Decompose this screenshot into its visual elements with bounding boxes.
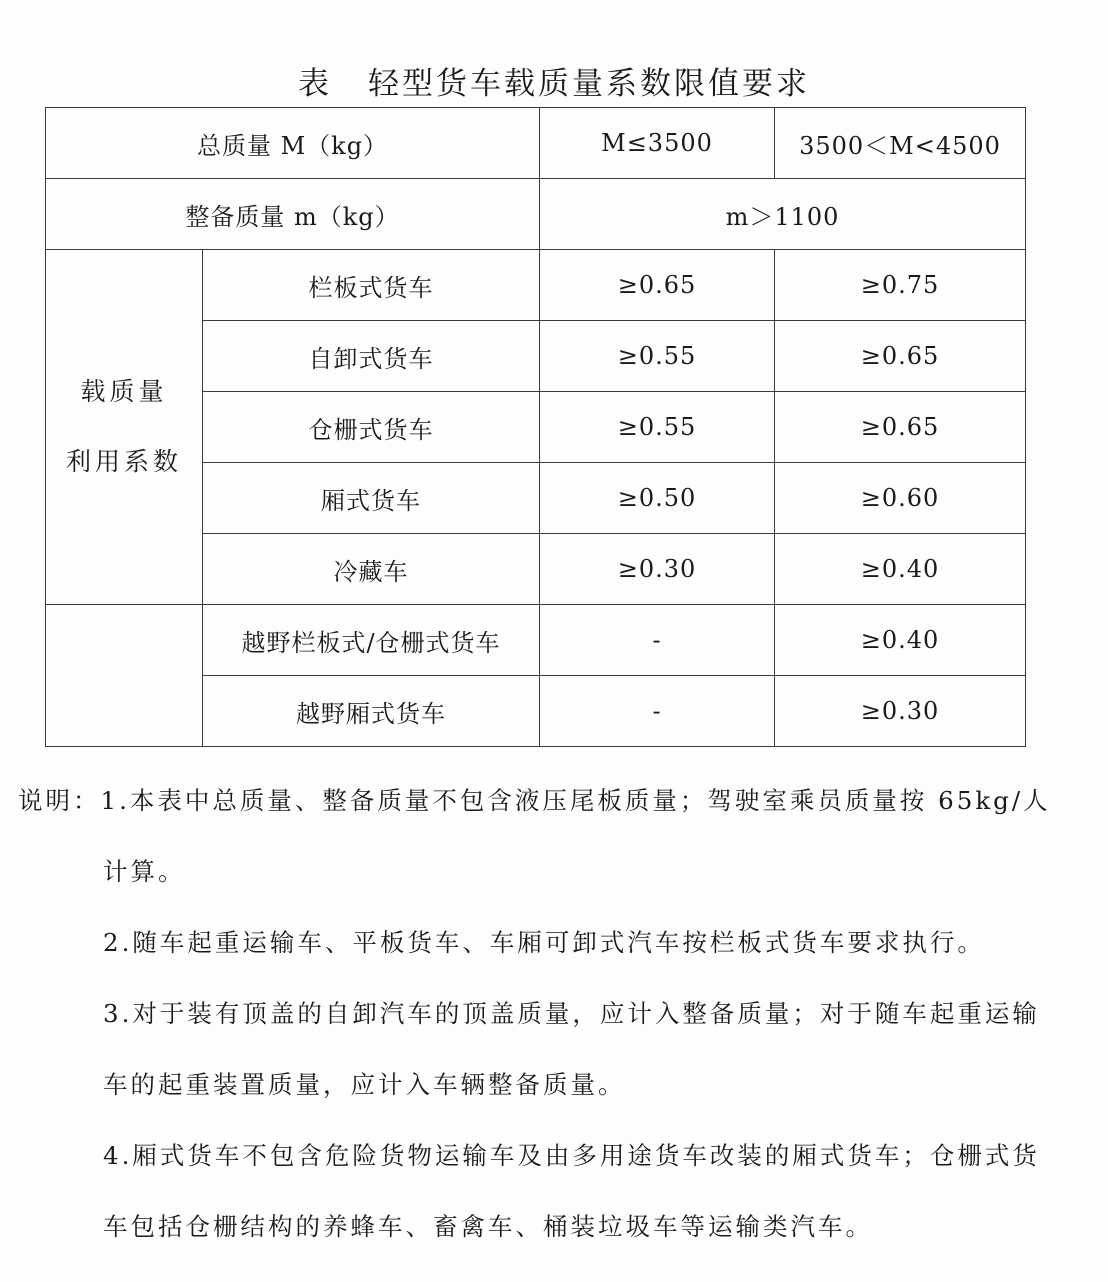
title-prefix: 表 <box>298 66 332 102</box>
header-col2: 3500＜M<4500 <box>775 108 1026 179</box>
curb-mass-label: 整备质量 m（kg） <box>46 179 540 250</box>
row-col2: ≥0.30 <box>775 676 1026 747</box>
note-2: 2.随车起重运输车、平板货车、车厢可卸式汽车按栏板式货车要求执行。 <box>103 928 985 957</box>
category-line2: 利用系数 <box>65 447 182 476</box>
table-row <box>46 108 1026 179</box>
row-col2: ≥0.40 <box>775 605 1026 676</box>
row-col2: ≥0.75 <box>775 250 1026 321</box>
row-col1: ≥0.55 <box>540 321 775 392</box>
row-col2: ≥0.60 <box>775 463 1026 534</box>
table-row <box>46 179 1026 250</box>
row-col1: - <box>540 605 775 676</box>
offroad-group-cell <box>46 605 203 747</box>
curb-mass-value: m＞1100 <box>540 179 1026 250</box>
row-col2: ≥0.65 <box>775 392 1026 463</box>
coefficient-table <box>45 107 1026 747</box>
row-type: 厢式货车 <box>203 463 540 534</box>
row-col1: - <box>540 676 775 747</box>
note-1-line-2: 计算。 <box>103 857 186 886</box>
row-type: 自卸式货车 <box>203 321 540 392</box>
row-type: 越野厢式货车 <box>203 676 540 747</box>
table-row <box>46 250 1026 321</box>
note-3-line-1: 3.对于装有顶盖的自卸汽车的顶盖质量，应计入整备质量；对于随车起重运输 <box>103 999 1040 1028</box>
row-type: 仓栅式货车 <box>203 392 540 463</box>
row-col1: ≥0.30 <box>540 534 775 605</box>
table-title <box>0 58 1108 103</box>
note-4-line-2: 车包括仓栅结构的养蜂车、畜禽车、桶装垃圾车等运输类汽车。 <box>103 1212 873 1241</box>
row-col1: ≥0.50 <box>540 463 775 534</box>
table-row <box>46 605 1026 676</box>
note-4-line-1: 4.厢式货车不包含危险货物运输车及由多用途货车改装的厢式货车；仓栅式货 <box>103 1141 1040 1170</box>
category-cell <box>46 250 203 605</box>
row-col1: ≥0.55 <box>540 392 775 463</box>
row-type: 栏板式货车 <box>203 250 540 321</box>
row-col2: ≥0.65 <box>775 321 1026 392</box>
header-col1: M≤3500 <box>540 108 775 179</box>
row-type: 越野栏板式/仓栅式货车 <box>203 605 540 676</box>
row-col2: ≥0.40 <box>775 534 1026 605</box>
category-line1: 载质量 <box>80 377 168 406</box>
header-label: 总质量 M（kg） <box>46 108 540 179</box>
row-type: 冷藏车 <box>203 534 540 605</box>
row-col1: ≥0.65 <box>540 250 775 321</box>
note-3-line-2: 车的起重装置质量，应计入车辆整备质量。 <box>103 1070 626 1099</box>
title-text: 轻型货车载质量系数限值要求 <box>368 66 810 102</box>
note-1-line-1: 说明：1.本表中总质量、整备质量不包含液压尾板质量；驾驶室乘员质量按 65kg/人 <box>18 786 1051 815</box>
